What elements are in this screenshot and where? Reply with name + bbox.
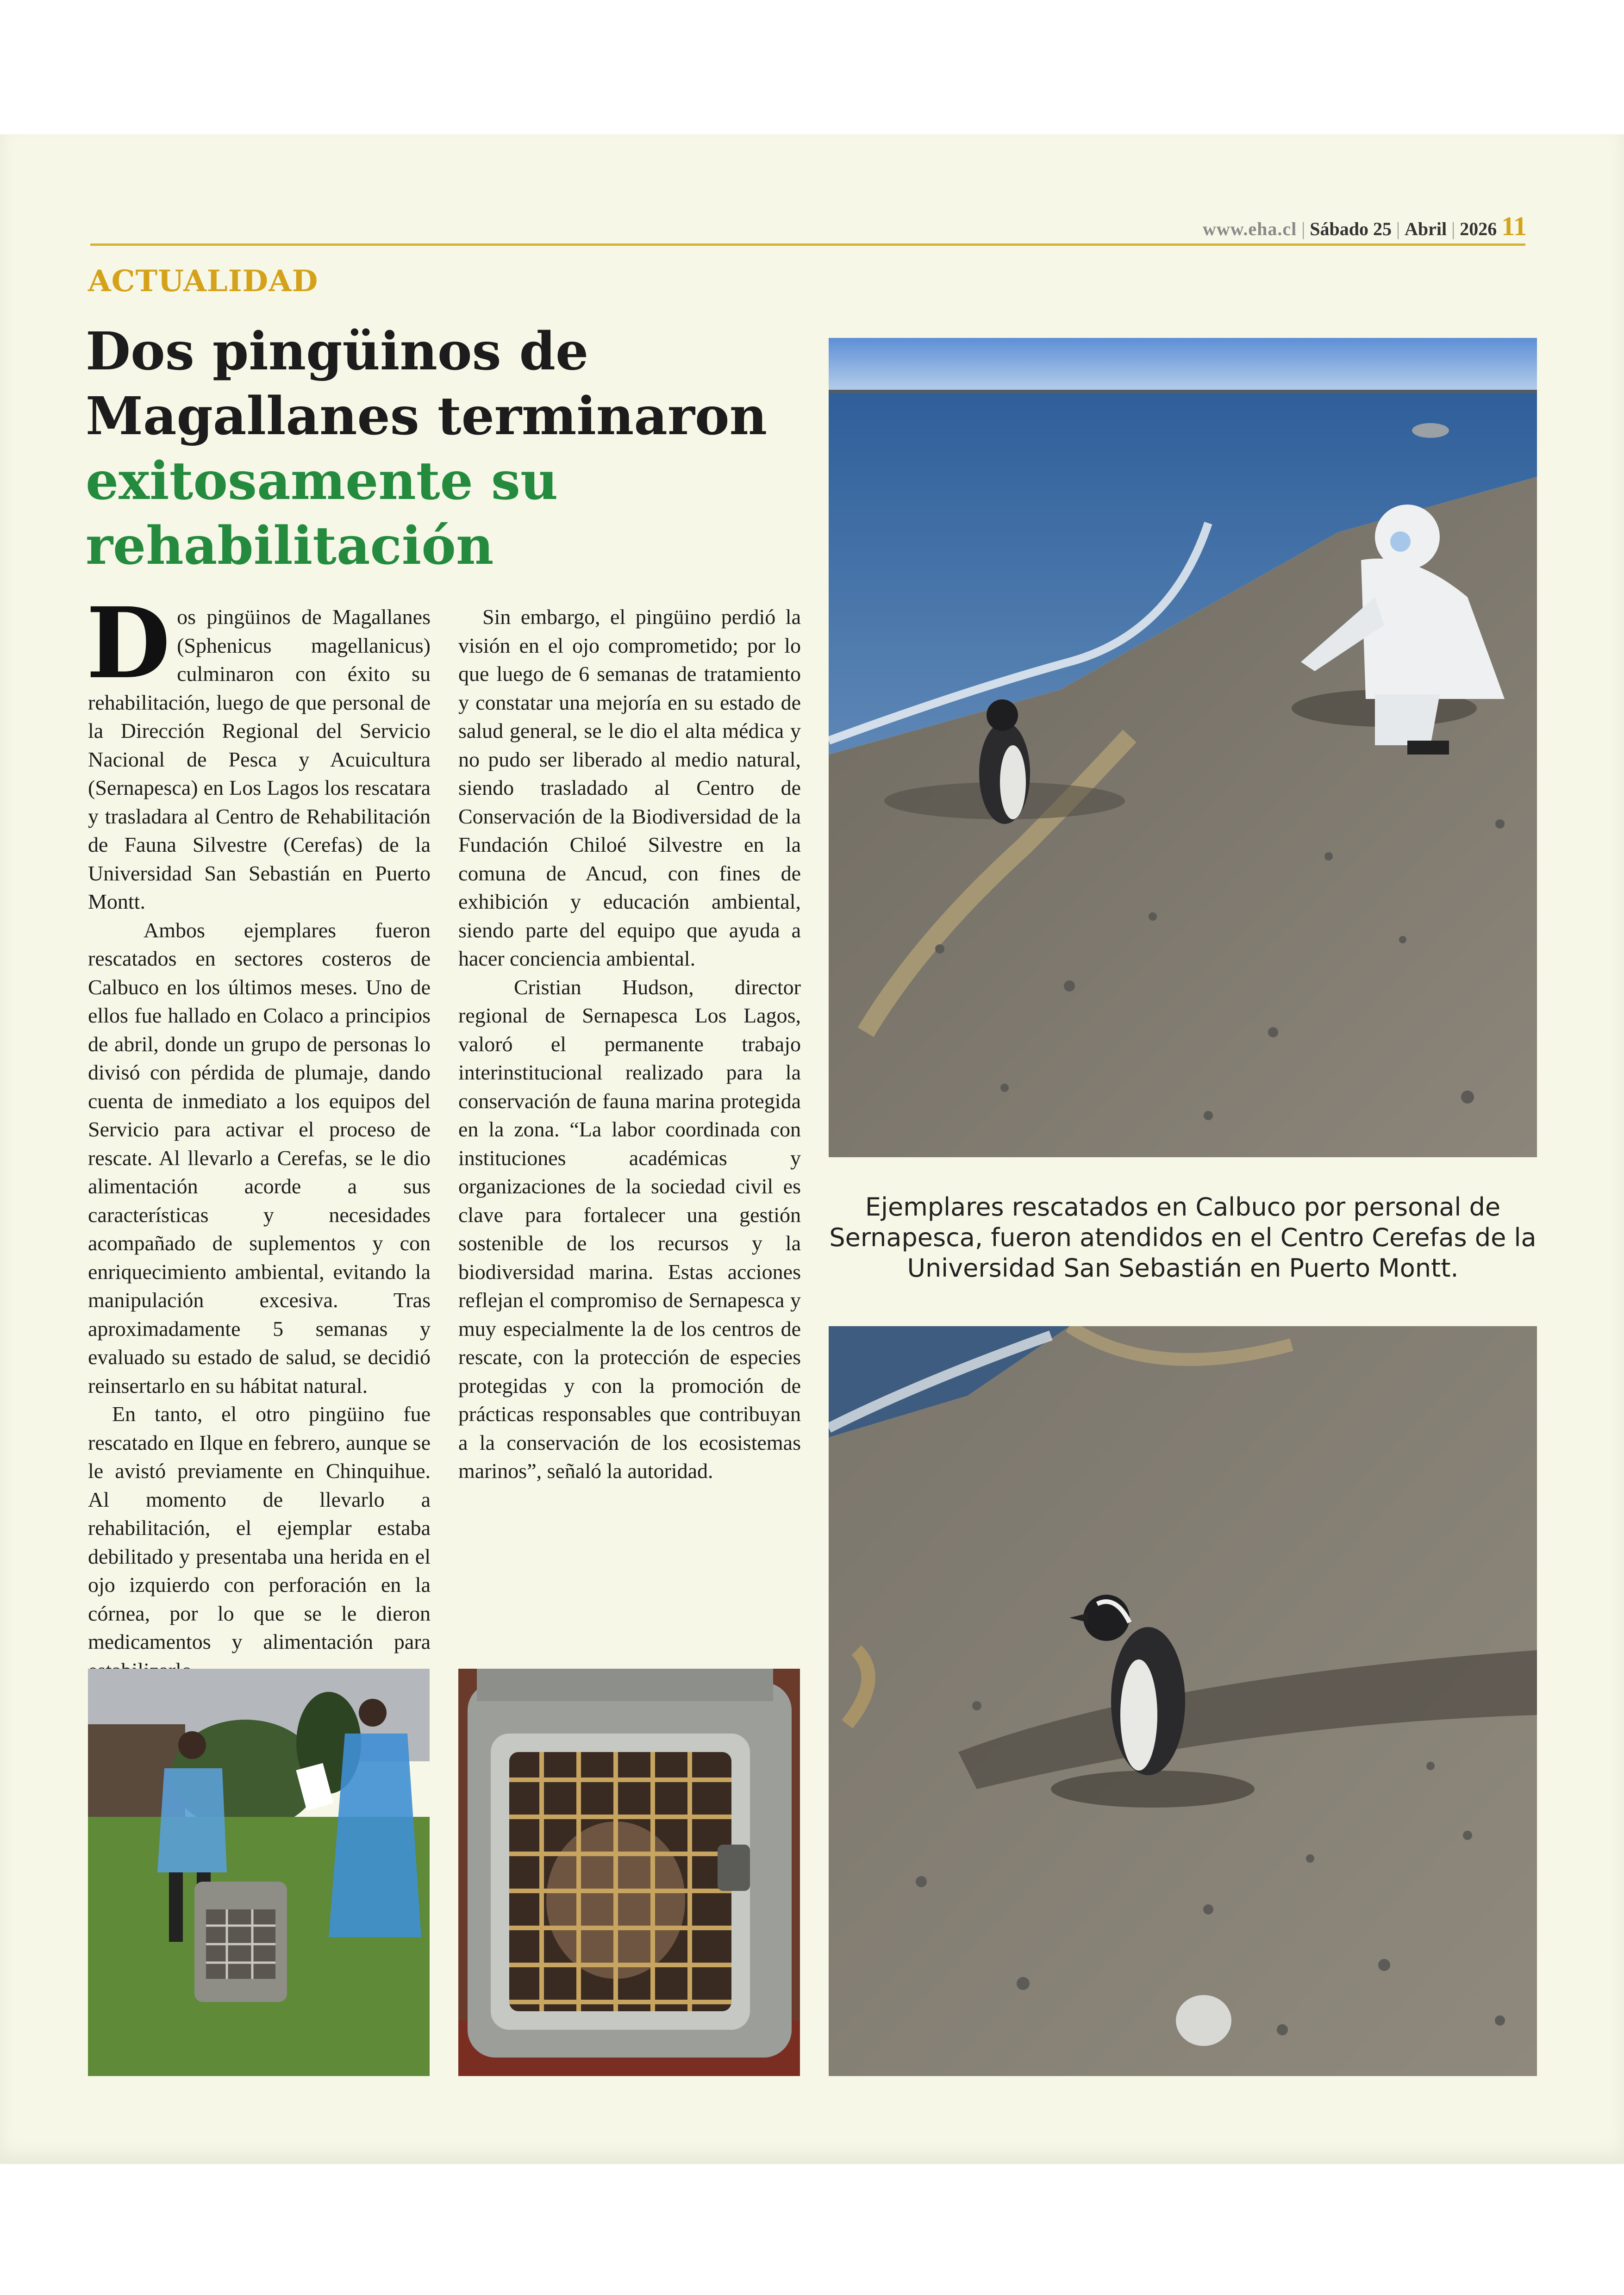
site-url[interactable]: www.eha.cl xyxy=(1202,218,1297,239)
page-folio: www.eha.cl | Sábado 25 | Abril | 2026 11 xyxy=(1202,211,1527,241)
paragraph-1-text: os pingüinos de Magallanes (Sphenicus magellanicus) culminaron con éxito su rehabilitación, luego de que personal de la Dirección Regional del Servicio Nacional de Pesca y Acuicultura (Sernapesca) en Los Lagos los rescatara y trasladara al Centro de Rehabilitación de Fauna Silvestre (Cerefas) de la Universidad San Sebastián en Puerto Montt. xyxy=(88,605,431,913)
headline-line-4: rehabilitación xyxy=(86,516,494,576)
folio-month: Abril xyxy=(1405,218,1447,239)
article-column-2 xyxy=(458,603,801,1485)
folio-day: Sábado 25 xyxy=(1310,218,1392,239)
paragraph-3: En tanto, el otro pingüino fue rescatado en Ilque en febrero, aunque se le avistó previamente en Chinquihue. Al momento de llevarlo a rehabilitación, el ejemplar estaba debilitado y presentaba una herida en el ojo izquierdo con perforación en la córnea, por lo que se le dieron medicamentos y alimentación para xyxy=(88,1402,431,1653)
paragraph-5: Cristian Hudson, director regional de Sernapesca Los Lagos, valoró el permanente trabajo interinstitucional realizado para la conservación de fauna marina protegida en la zona. “La labor coordinada con instituciones académicas y organizaciones de la sociedad civil es clave para fortalecer una gestión sostenible de los recursos y la biodiversidad marina. Estas acciones reflejan el compromiso de Sernapesca y muy especialmente la de los centros de rescate, con la protección de especies protegidas y con la promoción de prácticas responsables que contribuyan a la conservación de los ecosistemas marinos”, señaló la autoridad. xyxy=(458,975,801,1483)
article-headline xyxy=(86,319,826,579)
photo-penguin-sand xyxy=(829,1326,1537,2076)
header-rule xyxy=(90,243,1525,246)
photo-carrier-closeup xyxy=(458,1669,800,2076)
photo-caption: Ejemplares rescatados en Calbuco por personal de Sernapesca, fueron atendidos en el Centro Cerefas de la Universidad San Sebastián en Puerto Montt. xyxy=(829,1192,1537,1283)
article-column-1 xyxy=(86,586,431,1684)
drop-cap: D xyxy=(86,586,171,700)
paragraph-4: Sin embargo, el pingüino perdió la visión en el ojo comprometido; por lo que luego de 6 semanas de tratamiento y constatar una mejoría en su estado de salud general, se le dio el alta médica y no pudo ser liberado al medio natural, siendo trasladado al Centro de Conservación de la Biodiversidad de la Fundación Chiloé Silvestre en la comuna de Ancud, con fines de exhibición y educación ambiental, siendo parte del equipo que ayuda a hacer conciencia ambiental. xyxy=(458,605,801,970)
headline-line-3: exitosamente su xyxy=(86,451,558,511)
photo-team-carrier-field xyxy=(88,1669,430,2076)
headline-line-1: Dos pingüinos de xyxy=(86,321,589,382)
folio-year: 2026 xyxy=(1460,218,1497,239)
photo-rescuer-penguin-beach xyxy=(829,338,1537,1157)
paragraph-2: Ambos ejemplares fueron rescatados en sectores costeros de Calbuco en los últimos meses. Uno de ellos fue hallado en Colaco a principios de abril, donde un grupo de personas lo divisó con pérdida de plumaje, dando cuenta de inmediato a los equipos del Servicio para activar el proceso de rescate. Al llevarlo a Cerefas, se le dio alimentación acorde a sus características y necesidades acompañado de suplementos y con enriquecimiento ambiental, evitando la manipulación excesiva. Tras aproximadamente 5 semanas y evaluado su estado de salud, se decidió reinsertarlo en su hábitat natural. xyxy=(88,918,431,1397)
section-label: ACTUALIDAD xyxy=(88,264,319,299)
headline-line-2: Magallanes terminaron xyxy=(86,386,768,447)
page-number: 11 xyxy=(1501,211,1527,241)
paragraph-1 xyxy=(86,586,431,916)
